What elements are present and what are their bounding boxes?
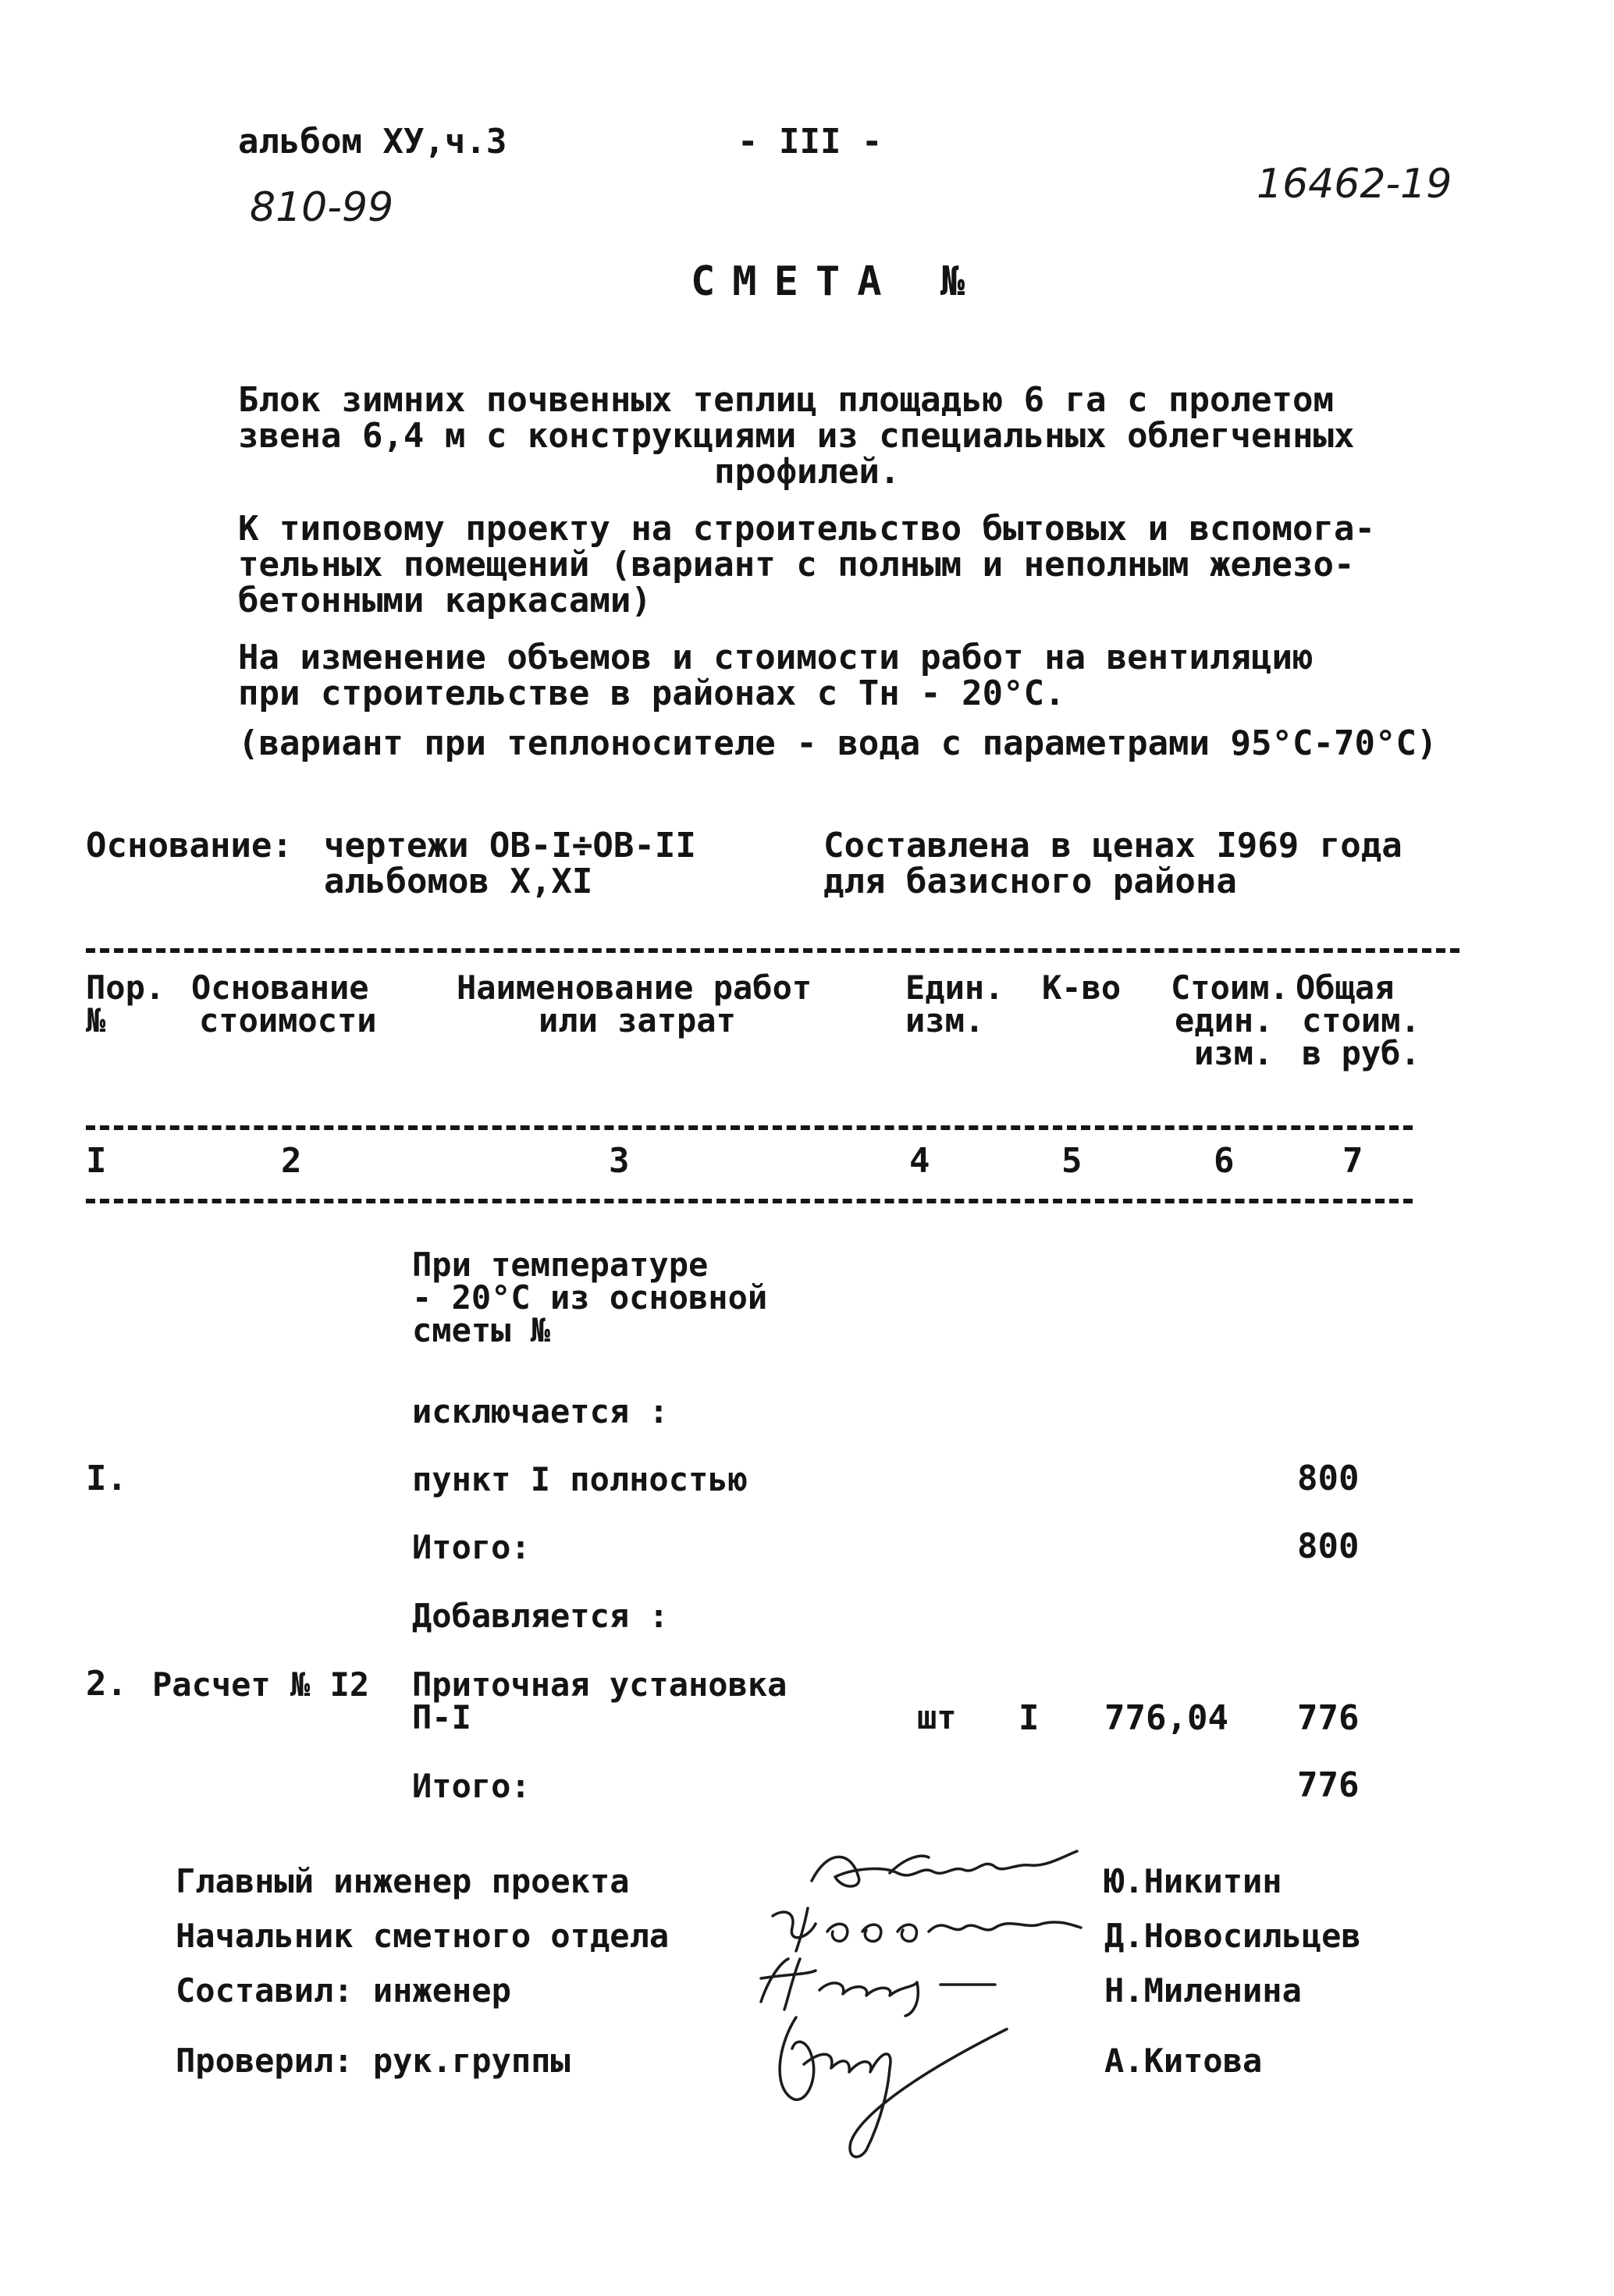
prices-line1: Составлена в ценах I969 года — [823, 826, 1402, 865]
description-p3-line2: при строительстве в районах с Тн - 20°С. — [238, 674, 1065, 713]
col-header-total-l1: Общая — [1296, 969, 1395, 1007]
table-numbers-divider — [86, 1199, 1413, 1203]
subtotal2-value: 776 — [1297, 1765, 1360, 1805]
signature-role-4: Проверил: рук.группы — [176, 2042, 571, 2080]
signature-role-2: Начальник сметного отдела — [176, 1917, 670, 1955]
col-header-unitcost-l3: изм. — [1194, 1034, 1274, 1072]
row2-qty: I — [1019, 1698, 1040, 1738]
signature-role-1: Главный инженер проекта — [176, 1862, 630, 1900]
row2-number: 2. — [86, 1664, 127, 1704]
row2-name-line1: Приточная установка — [412, 1665, 787, 1704]
basis-label: Основание: — [86, 826, 293, 865]
description-p2-line1: К типовому проекту на строительство бытовых и вспомога- — [238, 509, 1375, 549]
signature-role-3: Составил: инженер — [176, 1971, 511, 2010]
col-number-1: I — [86, 1141, 107, 1181]
col-header-name-l1: Наименование работ — [457, 969, 812, 1007]
signature-name-2: Д.Новосильцев — [1104, 1917, 1361, 1955]
signature-name-4: А.Китова — [1104, 2042, 1263, 2080]
col-number-4: 4 — [909, 1141, 930, 1181]
description-p2-line2: тельных помещений (вариант с полным и неполным железо- — [238, 545, 1355, 585]
row2-total: 776 — [1297, 1698, 1360, 1738]
description-p3-line1: На изменение объемов и стоимости работ на вентиляцию — [238, 638, 1314, 677]
col-number-3: 3 — [609, 1141, 630, 1181]
col-number-6: 6 — [1214, 1141, 1235, 1181]
row2-unit-cost: 776,04 — [1104, 1698, 1228, 1738]
col-header-unit-l1: Един. — [905, 969, 1004, 1007]
description-p1-line1: Блок зимних почвенных теплиц площадью 6 га с пролетом — [238, 380, 1334, 420]
col-number-2: 2 — [281, 1141, 302, 1181]
signature-name-3: Н.Миленина — [1104, 1971, 1302, 2010]
col-header-basis-l1: Основание — [191, 969, 369, 1007]
col-header-unit-l2: изм. — [905, 1001, 985, 1040]
intro-line2: - 20°С из основной — [412, 1278, 768, 1317]
row1-total: 800 — [1297, 1459, 1360, 1498]
description-p1-line2: звена 6,4 м с конструкциями из специальных облегченных — [238, 416, 1355, 456]
col-header-total-l2: стоим. — [1302, 1001, 1420, 1040]
col-header-num-l2: № — [86, 1001, 106, 1040]
row2-unit: шт — [917, 1698, 957, 1736]
table-header-divider — [86, 1125, 1413, 1130]
signature-kitova — [749, 1994, 1030, 2173]
page-number: - III - — [738, 122, 883, 162]
col-header-basis-l2: стоимости — [199, 1001, 377, 1040]
excluded-label: исключается : — [412, 1392, 669, 1431]
signature-name-1: Ю.Никитин — [1104, 1862, 1282, 1900]
col-header-qty: К-во — [1042, 969, 1122, 1007]
row2-basis: Расчет № I2 — [152, 1665, 370, 1704]
album-label: альбом ХУ,ч.3 — [238, 122, 507, 162]
description-p2-line3: бетонными каркасами) — [238, 581, 652, 620]
basis-albums: альбомов Х,ХI — [324, 862, 593, 901]
added-label: Добавляется : — [412, 1597, 669, 1635]
handwritten-code-left: 810-99 — [250, 184, 394, 231]
basis-drawings: чертежи ОВ-I÷ОВ-II — [324, 826, 696, 865]
description-p1-line3: профилей. — [714, 452, 901, 492]
col-header-num-l1: Пор. — [86, 969, 165, 1007]
col-header-unitcost-l1: Стоим. — [1171, 969, 1289, 1007]
col-header-unitcost-l2: един. — [1175, 1001, 1274, 1040]
row1-number: I. — [86, 1459, 127, 1498]
col-header-name-l2: или затрат — [539, 1001, 736, 1040]
table-top-divider — [86, 948, 1459, 953]
subtotal1-label: Итого: — [412, 1528, 531, 1566]
subtotal1-value: 800 — [1297, 1527, 1360, 1566]
document-title: СМЕТА № — [691, 258, 983, 305]
col-header-total-l3: в руб. — [1302, 1034, 1420, 1072]
description-p4: (вариант при теплоносителе - вода с параметрами 95°С-70°С) — [238, 723, 1438, 763]
intro-line1: При температуре — [412, 1246, 709, 1284]
row1-name: пункт I полностью — [412, 1460, 748, 1498]
col-number-7: 7 — [1342, 1141, 1363, 1181]
row2-name-line2: П-I — [412, 1698, 471, 1736]
subtotal2-label: Итого: — [412, 1767, 531, 1805]
intro-line3: сметы № — [412, 1311, 551, 1349]
handwritten-code-right: 16462-19 — [1257, 161, 1452, 208]
prices-line2: для базисного района — [823, 862, 1237, 901]
col-number-5: 5 — [1061, 1141, 1083, 1181]
